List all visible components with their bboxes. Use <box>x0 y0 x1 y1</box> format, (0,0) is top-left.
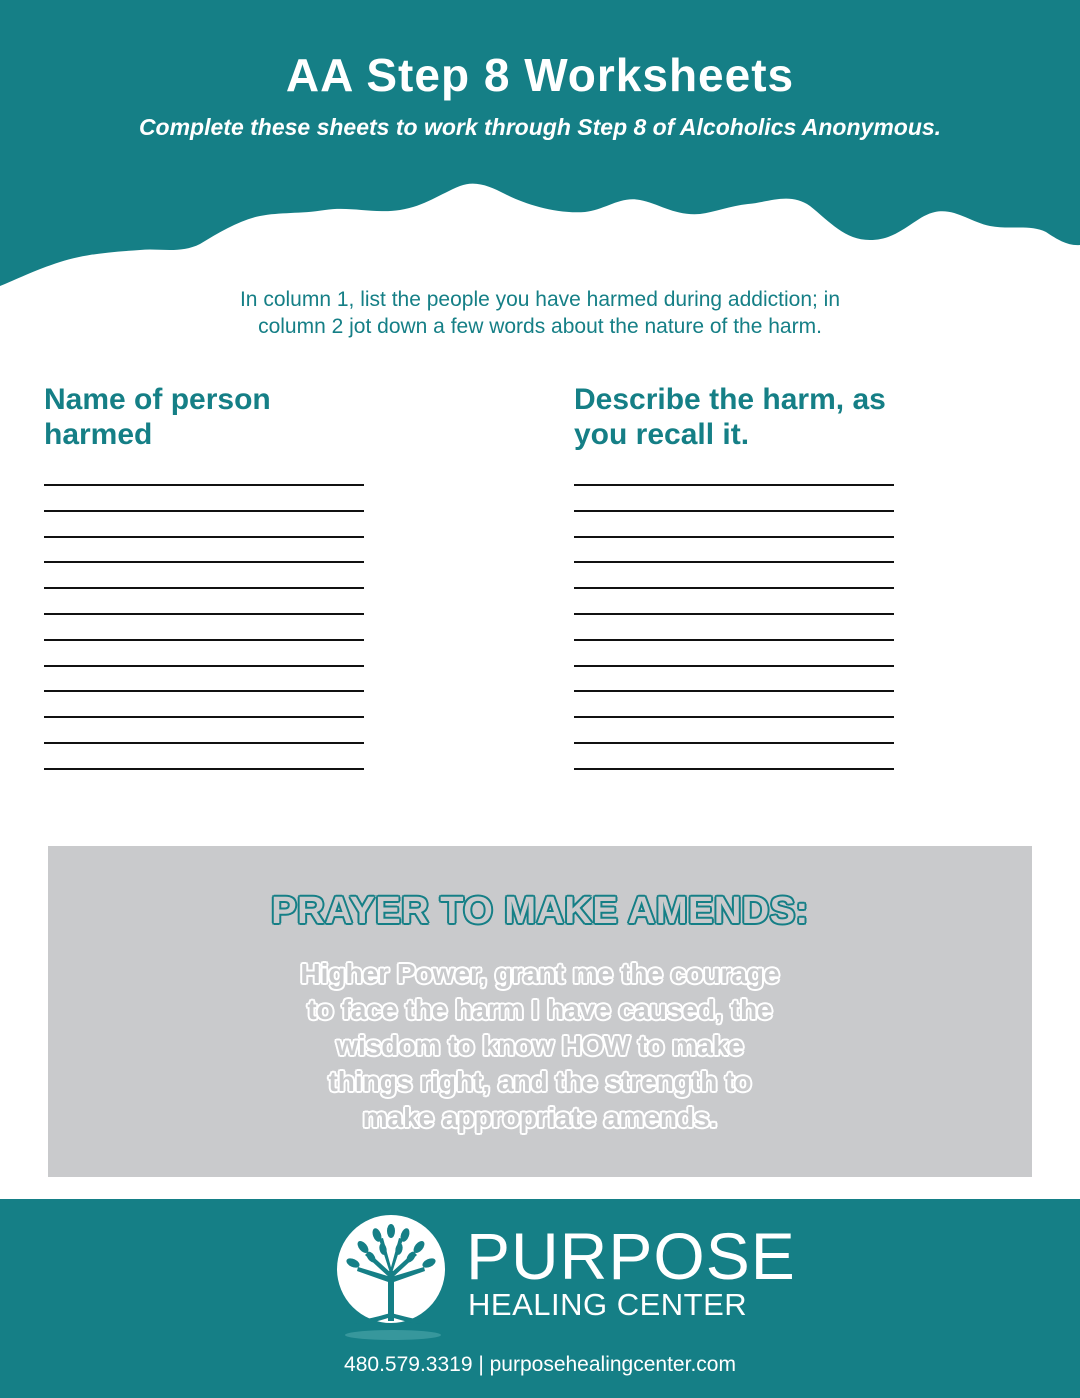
logo-wordmark-healing-center: HEALING CENTER <box>468 1287 748 1322</box>
writing-line[interactable] <box>44 561 364 563</box>
contact-info: 480.579.3319 | purposehealingcenter.com <box>344 1353 736 1376</box>
column-2-heading <box>574 382 974 452</box>
writing-line[interactable] <box>44 484 364 486</box>
column-1-heading-line-2: harmed <box>44 418 153 451</box>
writing-line[interactable] <box>574 536 894 538</box>
prayer-text <box>240 956 840 1136</box>
mountain-wave-shape <box>0 0 1080 300</box>
writing-line[interactable] <box>44 639 364 641</box>
tree-logo-icon <box>335 1213 451 1345</box>
footer <box>0 1199 1080 1398</box>
column-1-heading <box>44 382 404 452</box>
prayer-line-3: wisdom to know HOW to make <box>336 1030 744 1061</box>
prayer-line-2: to face the harm I have caused, the <box>307 994 773 1025</box>
prayer-line-4: things right, and the strength to <box>328 1066 752 1097</box>
column-1-writing-lines[interactable] <box>44 484 364 794</box>
column-1-heading-line-1: Name of person <box>44 383 271 416</box>
writing-line[interactable] <box>44 768 364 770</box>
writing-line[interactable] <box>44 587 364 589</box>
column-2-writing-lines[interactable] <box>574 484 894 794</box>
writing-line[interactable] <box>574 742 894 744</box>
writing-line[interactable] <box>574 561 894 563</box>
logo-wordmark-purpose: PURPOSE <box>466 1219 796 1293</box>
writing-line[interactable] <box>44 510 364 512</box>
page-subtitle: Complete these sheets to work through Step 8 of Alcoholics Anonymous. <box>138 114 942 140</box>
page-title: AA Step 8 Worksheets <box>285 49 795 101</box>
writing-line[interactable] <box>574 716 894 718</box>
writing-line[interactable] <box>574 484 894 486</box>
writing-line[interactable] <box>574 510 894 512</box>
writing-line[interactable] <box>574 665 894 667</box>
writing-line[interactable] <box>574 639 894 641</box>
writing-line[interactable] <box>44 536 364 538</box>
writing-line[interactable] <box>44 613 364 615</box>
prayer-title: PRAYER TO MAKE AMENDS: <box>271 890 809 932</box>
writing-line[interactable] <box>44 665 364 667</box>
column-2-heading-line-1: Describe the harm, as <box>574 383 886 416</box>
instructions-text <box>140 286 940 340</box>
writing-line[interactable] <box>574 690 894 692</box>
prayer-box <box>48 846 1032 1177</box>
writing-line[interactable] <box>44 742 364 744</box>
prayer-line-5: make appropriate amends. <box>362 1102 718 1133</box>
writing-line[interactable] <box>44 690 364 692</box>
writing-line[interactable] <box>574 587 894 589</box>
writing-line[interactable] <box>574 613 894 615</box>
header-banner <box>0 0 1080 300</box>
prayer-line-1: Higher Power, grant me the courage <box>300 958 780 989</box>
writing-line[interactable] <box>44 716 364 718</box>
writing-line[interactable] <box>574 768 894 770</box>
instructions-line-2: column 2 jot down a few words about the nature of the harm. <box>258 315 822 338</box>
column-2-heading-line-2: you recall it. <box>574 418 750 451</box>
instructions-line-1: In column 1, list the people you have harmed during addiction; in <box>239 288 841 311</box>
